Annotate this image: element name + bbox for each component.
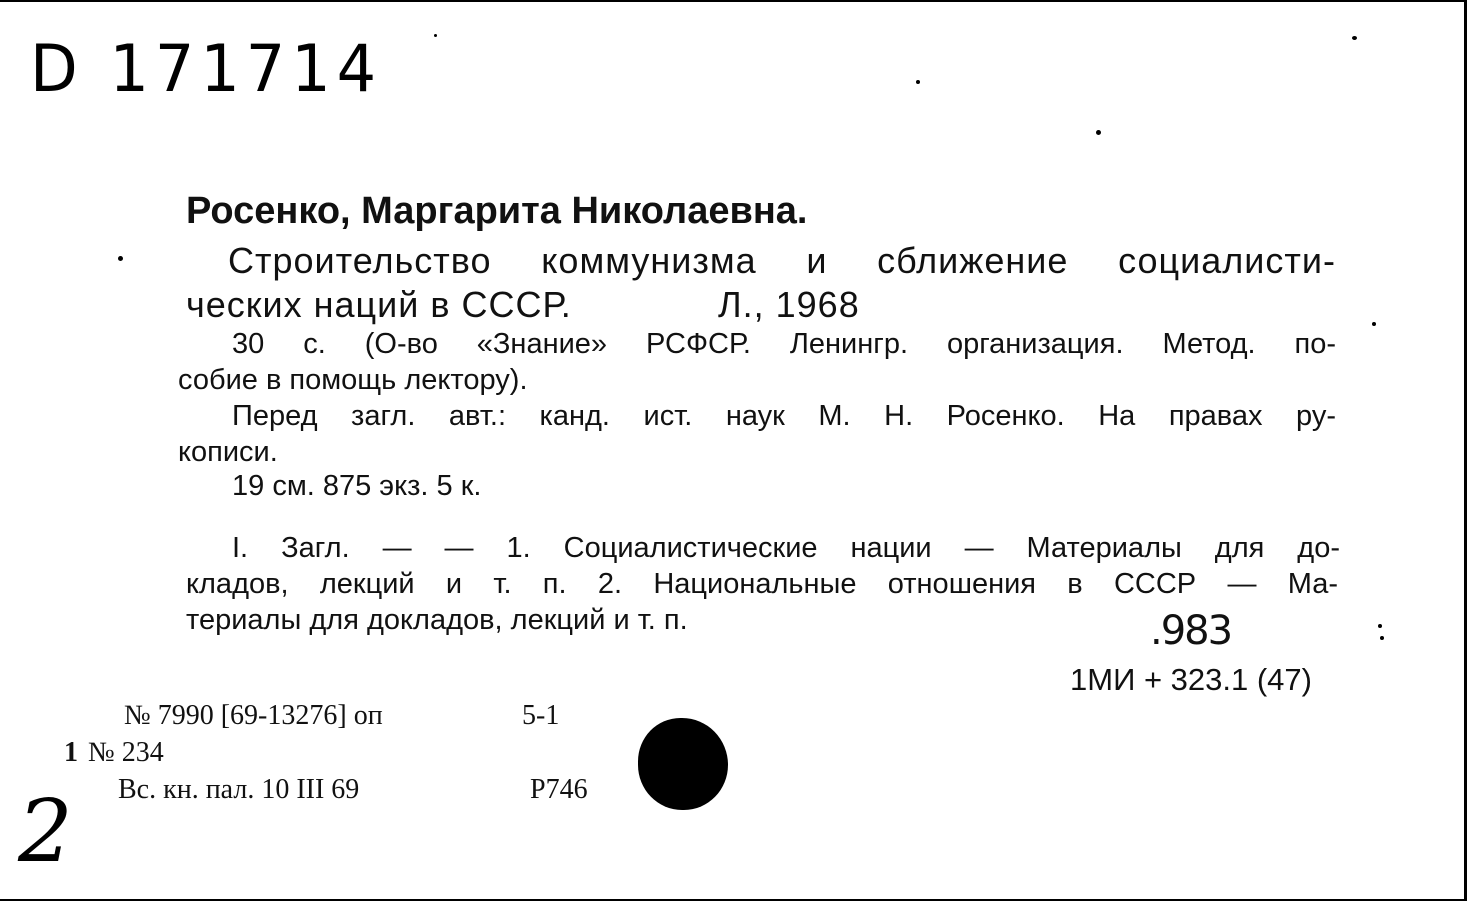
classification: 1МИ + 323.1 (47): [1070, 662, 1312, 697]
collation-line-2: собие в помощь лектору).: [178, 364, 528, 396]
scan-speck: [118, 256, 123, 261]
handwritten-classification: .983: [1150, 608, 1232, 654]
scan-speck: [1380, 636, 1384, 640]
scan-speck: [434, 34, 437, 37]
scan-speck: [1352, 36, 1357, 40]
author-heading: Росенко, Маргарита Николаевна.: [186, 190, 808, 232]
punch-hole: [638, 718, 728, 810]
subjects-line-3: териалы для докладов, лекций и т. п.: [186, 604, 688, 636]
record-line-2-prefix: 1: [64, 737, 78, 768]
note-line-1: Перед загл. авт.: канд. ист. наук М. Н. Росенко. На правах ру-: [232, 400, 1336, 432]
record-line-2: № 234: [88, 737, 164, 768]
record-code-1: 5-1: [522, 700, 560, 731]
title-line-1: Строительство коммунизма и сближение социалисти-: [228, 240, 1336, 281]
title-line-2: ческих наций в СССР.: [186, 284, 572, 325]
call-number: D 171714: [30, 30, 383, 107]
scan-speck: [916, 80, 920, 84]
record-code-3: Р746: [530, 774, 588, 805]
scan-speck: [1378, 624, 1382, 628]
scan-speck: [1372, 322, 1376, 326]
note-line-2: кописи.: [178, 436, 278, 468]
record-line-1: № 7990 [69-13276] оп: [124, 700, 383, 731]
subjects-line-1: I. Загл. — — 1. Социалистические нации — Материалы для до-: [232, 532, 1340, 564]
subjects-line-2: кладов, лекций и т. п. 2. Национальные отношения в СССР — Ма-: [186, 568, 1338, 600]
imprint: Л., 1968: [718, 284, 860, 325]
size-line: 19 см. 875 экз. 5 к.: [232, 470, 482, 502]
collation-line-1: 30 с. (О-во «Знание» РСФСР. Ленингр. организация. Метод. по-: [232, 328, 1336, 360]
handwritten-number: 2: [18, 782, 73, 882]
scan-speck: [1096, 130, 1101, 135]
record-line-3: Вс. кн. пал. 10 III 69: [118, 774, 360, 805]
